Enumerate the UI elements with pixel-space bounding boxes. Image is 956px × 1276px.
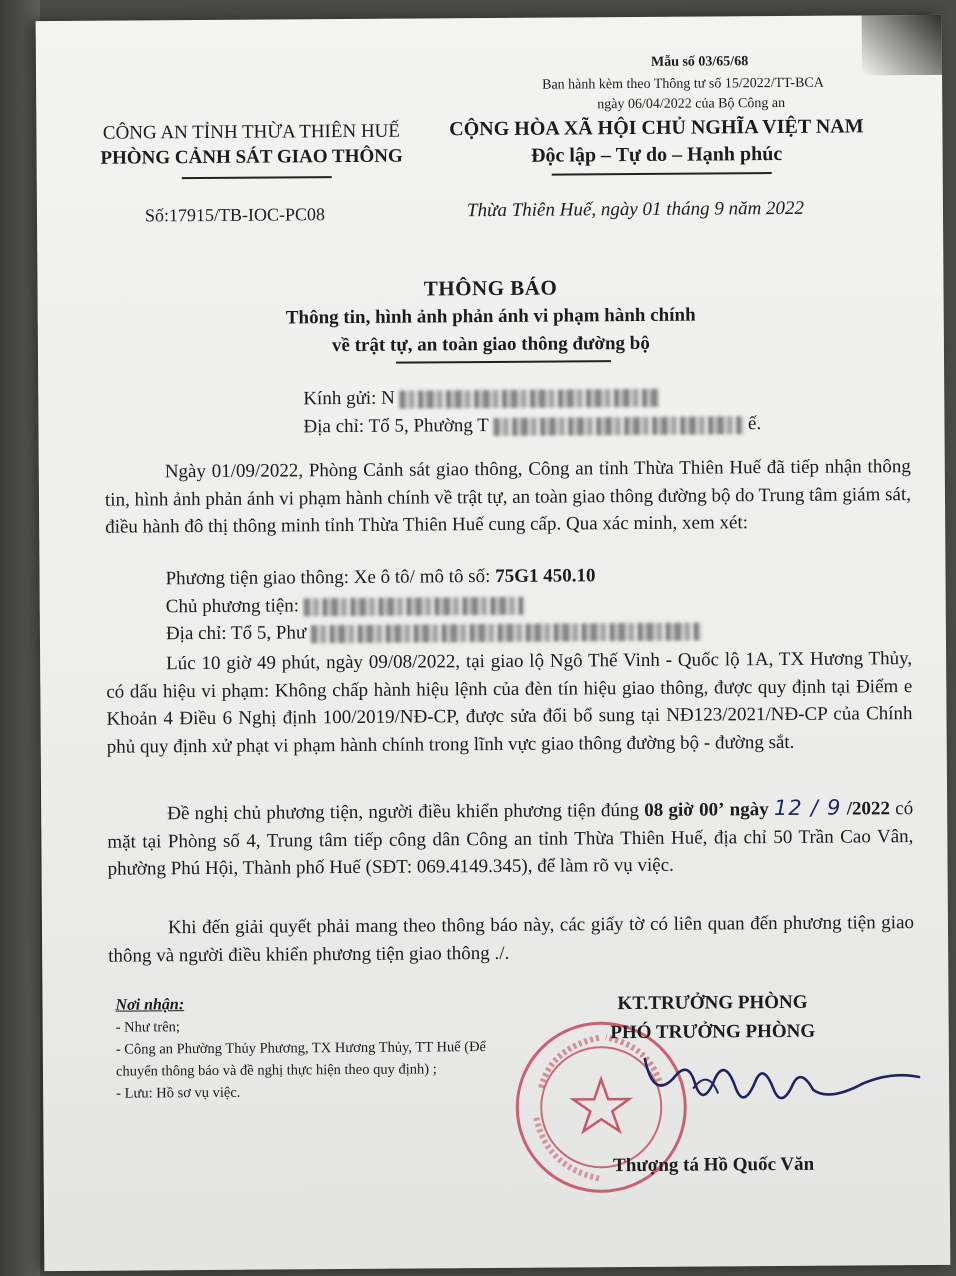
recipients-list <box>115 992 496 1105</box>
recipient-to <box>303 382 761 413</box>
paragraph-violation: Lúc 10 giờ 49 phút, ngày 09/08/2022, tại giao lộ Ngô Thế Vinh - Quốc lộ 1A, TX Hương Thủy, có dấu hiệu vi phạm: Không chấp hành hiệu lệnh của đèn tín hiệu giao thông, được quy định tại Điểm e Khoản 4 Điều 6 Nghị định 100/2019/NĐ-CP, được sửa đổi bổ sung tại NĐ123/2021/NĐ-CP của Chính phủ quy định xử phạt vi phạm hành chính trong lĩnh vực giao thông đường bộ - đường sắt. <box>106 648 913 758</box>
agency-name: PHÒNG CẢNH SÁT GIAO THÔNG <box>100 145 403 169</box>
recipient-to-label: Kính gửi: N <box>303 387 395 410</box>
vehicle-plate: 75G1 450.10 <box>495 565 596 587</box>
handwritten-signature <box>633 1037 924 1119</box>
nation-block <box>436 113 876 170</box>
title-underline <box>396 360 611 363</box>
agency-underline <box>182 176 332 179</box>
shadow-corner <box>862 15 942 76</box>
request-pre: Đề nghị chủ phương tiện, người điều khiển phương tiện đúng <box>167 799 645 825</box>
recipient-address <box>303 410 761 441</box>
agency-block <box>81 118 421 170</box>
owner-address-label: Địa chỉ: Tổ 5, Phư <box>165 622 307 645</box>
place-date: Thừa Thiên Huế, ngày 01 tháng 9 năm 2022 <box>466 197 805 222</box>
signer-name: Thượng tá Hồ Quốc Văn <box>613 1153 815 1177</box>
vehicle-line <box>165 565 595 590</box>
owner-label: Chủ phương tiện: <box>165 595 304 618</box>
signature-line1: KT.TRƯỞNG PHÒNG <box>617 991 808 1015</box>
request-day-handwritten: 12 / 9 <box>773 795 842 821</box>
recipients-item: - Như trên; <box>115 1019 180 1036</box>
recipient-address-end: ế. <box>747 413 762 435</box>
nation-name: CỘNG HÒA XÃ HỘI CHỦ NGHĨA VIỆT NAM <box>449 115 864 141</box>
redacted-owner <box>304 596 524 616</box>
doc-title: THÔNG BÁO <box>423 275 558 301</box>
recipients-item: - Lưu: Hồ sơ vụ việc. <box>116 1084 241 1102</box>
form-number: Mẫu số 03/65/68 <box>650 54 749 70</box>
redacted-name <box>400 388 660 408</box>
signature-line2: PHÓ TRƯỞNG PHÒNG <box>610 1020 816 1044</box>
redacted-owner-address <box>311 622 701 643</box>
document-page <box>36 15 951 1271</box>
request-year: /2022 <box>846 798 891 820</box>
motto-underline <box>552 172 772 175</box>
owner-line <box>166 594 524 618</box>
nation-motto: Độc lập – Tự do – Hạnh phúc <box>530 142 783 167</box>
doc-subtitle-line2: về trật tự, an toàn giao thông đường bộ <box>331 332 650 357</box>
recipient-block <box>303 382 761 441</box>
redacted-address <box>493 416 743 436</box>
document-number: Số:17915/TB-IOC-PC08 <box>144 204 326 226</box>
request-post: có mặt tại Phòng số 4, Trung tâm tiếp công dân Công an tỉnh Thừa Thiên Huế, địa chỉ 50 Trần Cao Vân, phường Phú Hội, Thành phố Huế (SĐT: 069.4149.345), để làm rõ vụ việc. <box>107 798 914 880</box>
agency-parent: CÔNG AN TỈNH THỪA THIÊN HUẾ <box>102 120 401 144</box>
request-day-label: ngày <box>729 799 769 821</box>
doc-subtitle-line1: Thông tin, hình ảnh phản ánh vi phạm hành chính <box>285 304 696 329</box>
paragraph-intro: Ngày 01/09/2022, Phòng Cảnh sát giao thông, Công an tỉnh Thừa Thiên Huế đã tiếp nhận thông tin, hình ảnh phản ánh vi phạm hành chính về trật tự, an toàn giao thông đường bộ do Trung tâm giám sát, điều hành đô thị thông minh tỉnh Thừa Thiên Huế cung cấp. Qua xác minh, xem xét: <box>104 456 912 538</box>
request-time: 08 giờ 00’ <box>644 799 725 821</box>
recipients-label: Nơi nhận: <box>115 996 185 1014</box>
form-issued-date: ngày 06/04/2022 của Bộ Công an <box>597 95 786 113</box>
background-edge <box>0 0 40 1276</box>
paragraph-request <box>107 794 914 883</box>
recipient-address-label: Địa chỉ: Tổ 5, Phường T <box>303 415 489 438</box>
owner-address-line <box>166 620 701 646</box>
recipients-item: - Công an Phường Thủy Phương, TX Hương Thủy, TT Huế (Để chuyển thông báo và đề nghị thực hiện theo quy định) ; <box>115 1039 487 1080</box>
form-issued-with: Ban hành kèm theo Thông tư số 15/2022/TT-BCA <box>542 75 824 93</box>
vehicle-label: Phương tiện giao thông: Xe ô tô/ mô tô số: <box>165 565 496 590</box>
paragraph-bring: Khi đến giải quyết phải mang theo thông báo này, các giấy tờ có liên quan đến phương tiện giao thông và người điều khiển phương tiện giao thông ./. <box>108 912 915 967</box>
